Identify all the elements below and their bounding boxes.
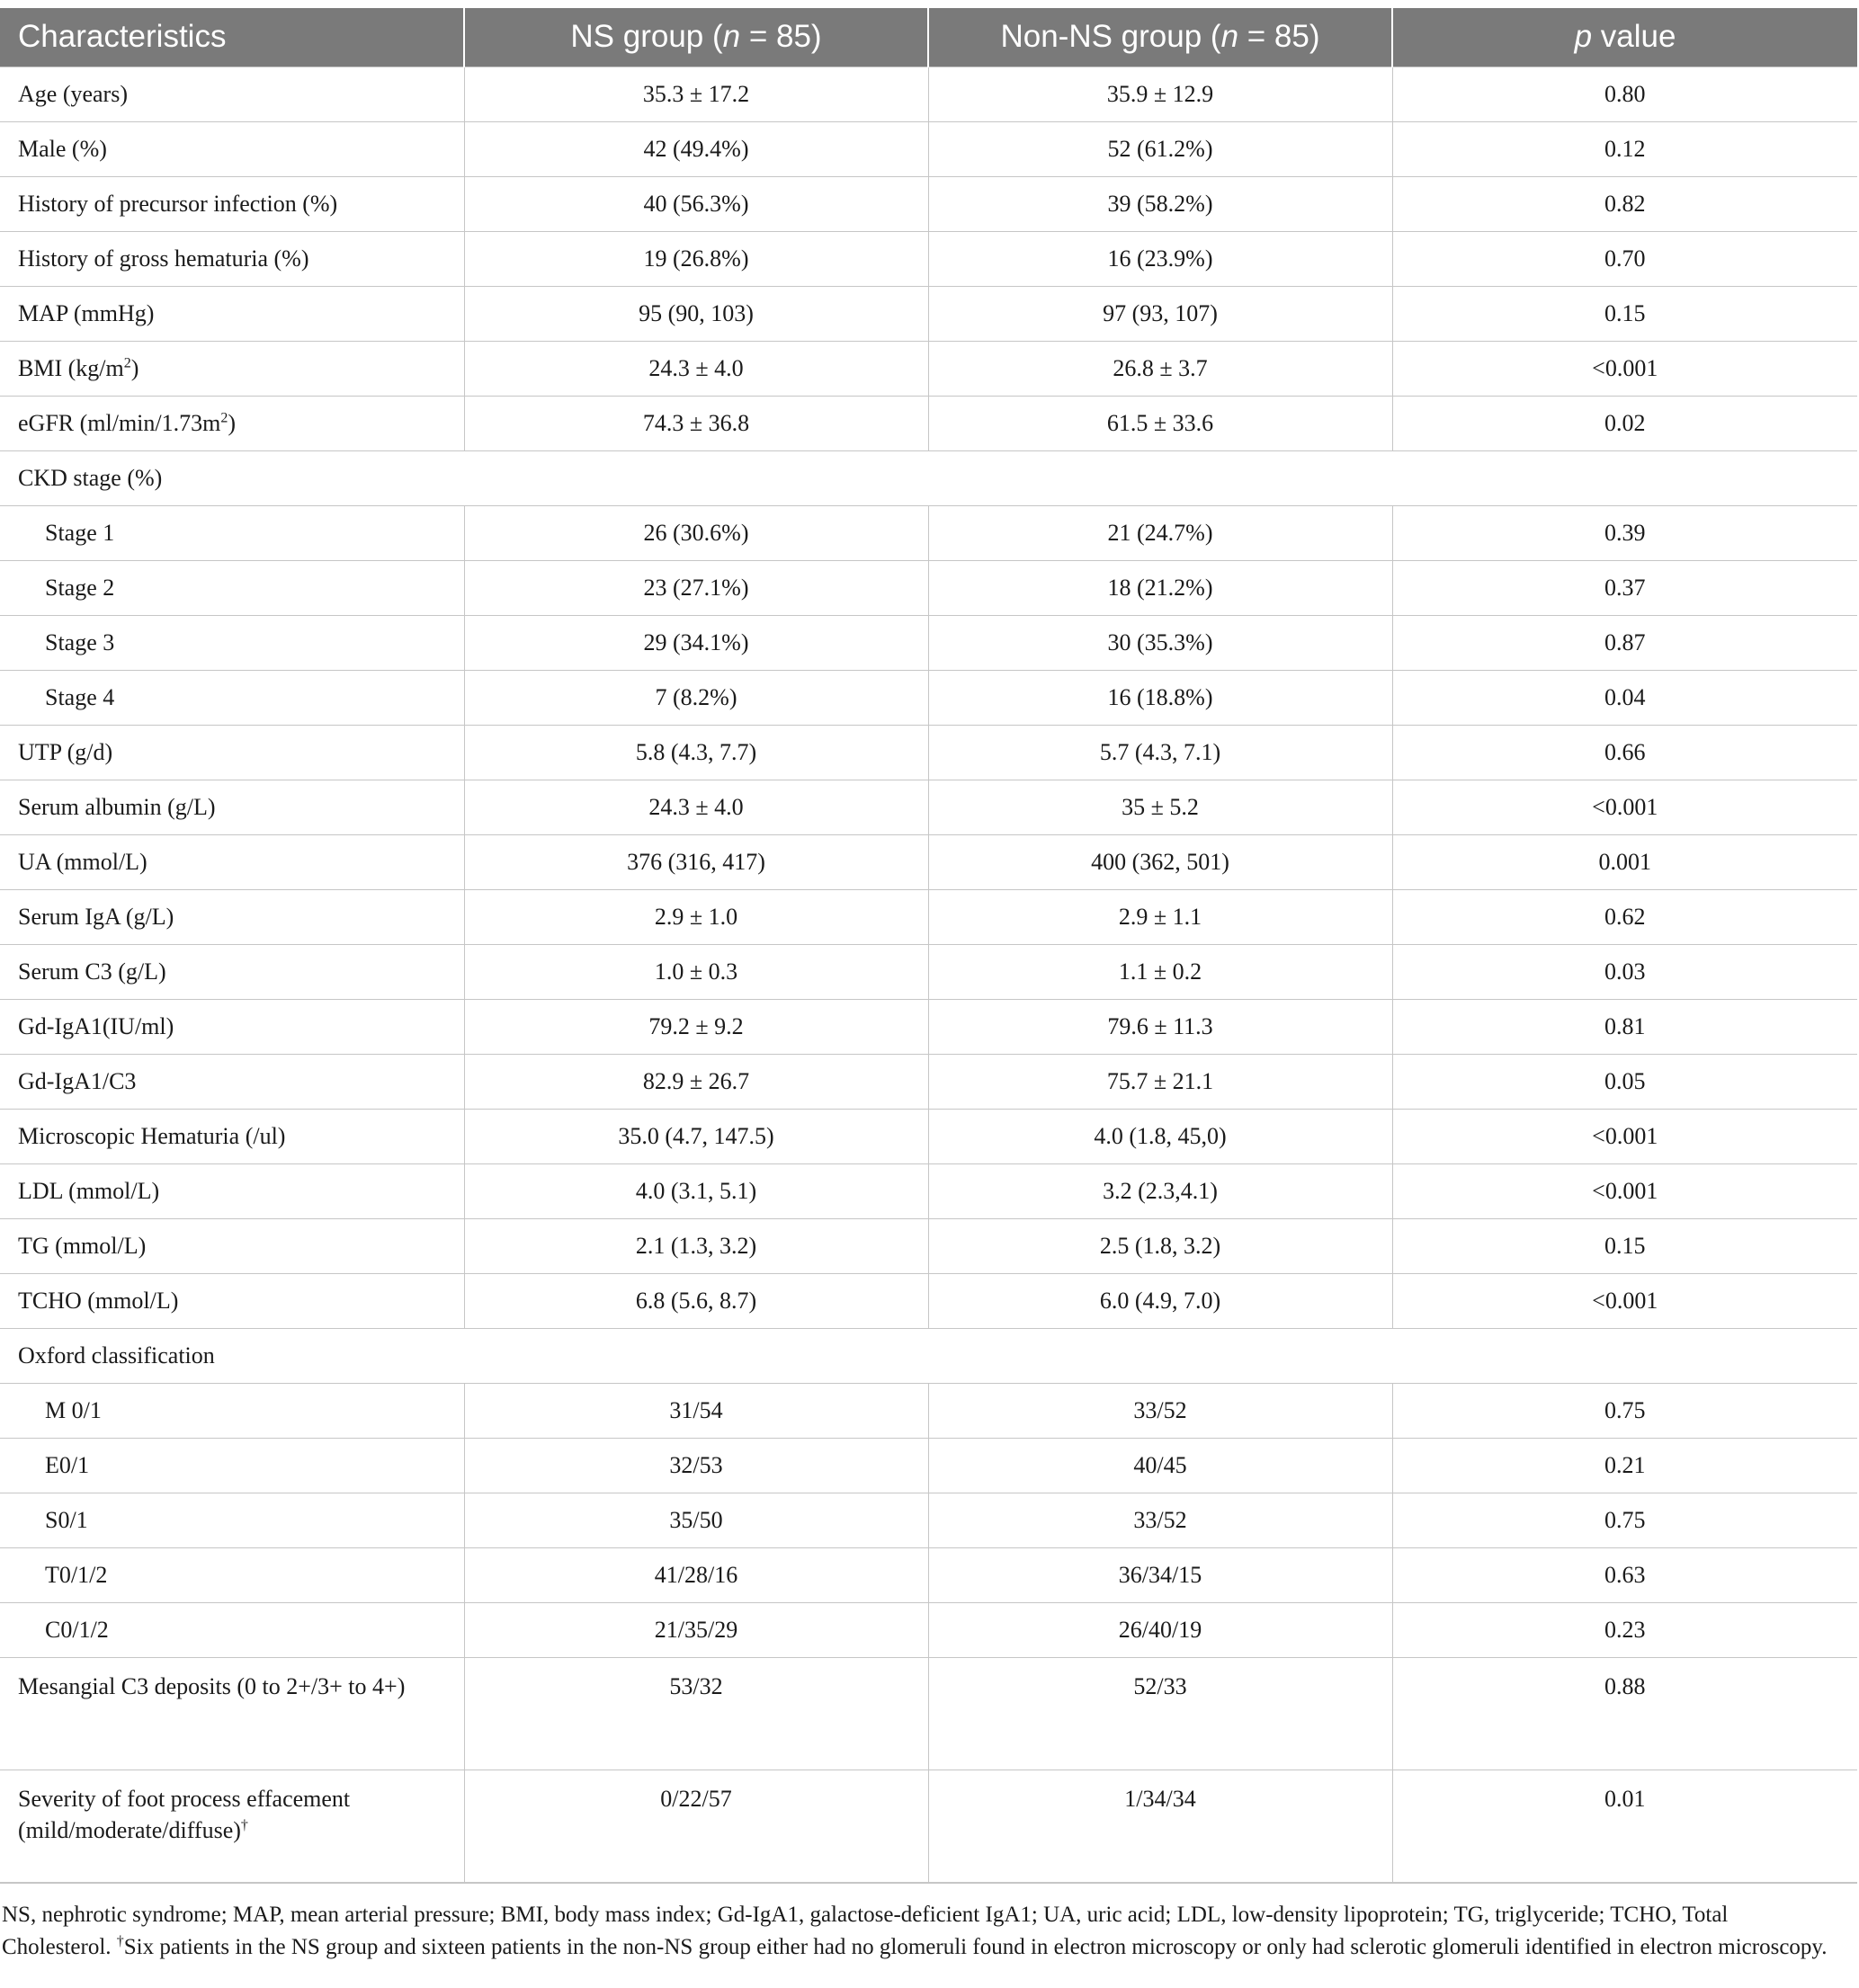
- table-row: [0, 1602, 1857, 1657]
- table-header: [0, 8, 1857, 67]
- non-ns-value: 5.7 (4.3, 7.1): [928, 725, 1392, 780]
- p-value: <0.001: [1392, 1109, 1857, 1163]
- table-row: [0, 121, 1857, 176]
- table-row: [0, 944, 1857, 999]
- p-value: 0.75: [1392, 1383, 1857, 1438]
- ns-value: 6.8 (5.6, 8.7): [464, 1273, 928, 1328]
- row-label: Age (years): [0, 67, 464, 121]
- non-ns-value: 26/40/19: [928, 1602, 1392, 1657]
- ns-value: 53/32: [464, 1657, 928, 1770]
- non-ns-value: 36/34/15: [928, 1547, 1392, 1602]
- non-ns-value: 3.2 (2.3,4.1): [928, 1163, 1392, 1218]
- ns-value: 2.1 (1.3, 3.2): [464, 1218, 928, 1273]
- non-ns-value: 39 (58.2%): [928, 176, 1392, 231]
- table-row: [0, 176, 1857, 231]
- table-row: [0, 1218, 1857, 1273]
- row-label: Microscopic Hematuria (/ul): [0, 1109, 464, 1163]
- table-row: [0, 615, 1857, 670]
- document: [0, 8, 1857, 1964]
- non-ns-value: 1/34/34: [928, 1770, 1392, 1882]
- non-ns-value: 35 ± 5.2: [928, 780, 1392, 834]
- non-ns-value: 52/33: [928, 1657, 1392, 1770]
- row-label: Serum C3 (g/L): [0, 944, 464, 999]
- p-value: 0.05: [1392, 1054, 1857, 1109]
- ns-value: 35.3 ± 17.2: [464, 67, 928, 121]
- non-ns-value: 18 (21.2%): [928, 560, 1392, 615]
- non-ns-value: 79.6 ± 11.3: [928, 999, 1392, 1054]
- table-row: [0, 1493, 1857, 1547]
- non-ns-value: 400 (362, 501): [928, 834, 1392, 889]
- p-value: 0.70: [1392, 231, 1857, 286]
- table-row: [0, 560, 1857, 615]
- p-value: 0.82: [1392, 176, 1857, 231]
- row-label: Stage 3: [0, 615, 464, 670]
- p-value: 0.75: [1392, 1493, 1857, 1547]
- ns-value: 1.0 ± 0.3: [464, 944, 928, 999]
- row-label: Mesangial C3 deposits (0 to 2+/3+ to 4+): [0, 1657, 464, 1770]
- non-ns-value: 33/52: [928, 1383, 1392, 1438]
- table-row: [0, 1109, 1857, 1163]
- ns-value: 79.2 ± 9.2: [464, 999, 928, 1054]
- table-row: [0, 341, 1857, 396]
- row-label: TCHO (mmol/L): [0, 1273, 464, 1328]
- footnote-dagger: †: [116, 1933, 124, 1949]
- non-ns-value: 35.9 ± 12.9: [928, 67, 1392, 121]
- row-label: T0/1/2: [0, 1547, 464, 1602]
- row-label: Stage 4: [0, 670, 464, 725]
- ns-value: 40 (56.3%): [464, 176, 928, 231]
- p-value: <0.001: [1392, 1273, 1857, 1328]
- table-row: [0, 1657, 1857, 1770]
- section-row: [0, 1328, 1857, 1383]
- ns-value: 0/22/57: [464, 1770, 928, 1882]
- row-label: Severity of foot process effacement (mild/moderate/diffuse)†: [0, 1770, 464, 1882]
- ns-value: 35/50: [464, 1493, 928, 1547]
- table-row: [0, 1273, 1857, 1328]
- table-row: [0, 231, 1857, 286]
- table-row: [0, 1438, 1857, 1493]
- table-row: [0, 67, 1857, 121]
- ns-value: 32/53: [464, 1438, 928, 1493]
- table-row: [0, 780, 1857, 834]
- non-ns-value: 16 (18.8%): [928, 670, 1392, 725]
- row-label: LDL (mmol/L): [0, 1163, 464, 1218]
- table-row: [0, 1547, 1857, 1602]
- p-value: 0.66: [1392, 725, 1857, 780]
- header-non-ns-group: Non-NS group (n = 85): [928, 8, 1392, 67]
- ns-value: 31/54: [464, 1383, 928, 1438]
- p-value: 0.23: [1392, 1602, 1857, 1657]
- ns-value: 21/35/29: [464, 1602, 928, 1657]
- footnote-dagger-note: Six patients in the NS group and sixteen patients in the non-NS group either had no glomeruli found in electron microscopy or only had sclerotic glomeruli identified in electron microscopy.: [123, 1934, 1828, 1959]
- p-value: 0.39: [1392, 505, 1857, 560]
- row-label: TG (mmol/L): [0, 1218, 464, 1273]
- table-body: [0, 67, 1857, 1882]
- p-value: 0.21: [1392, 1438, 1857, 1493]
- p-value: 0.01: [1392, 1770, 1857, 1882]
- table-row: [0, 505, 1857, 560]
- row-label: eGFR $(ml/\min/1.73m^2)$: [0, 396, 464, 450]
- p-value: 0.87: [1392, 615, 1857, 670]
- non-ns-value: 16 (23.9%): [928, 231, 1392, 286]
- header-characteristics: Characteristics: [0, 8, 464, 67]
- row-label: History of gross hematuria (%): [0, 231, 464, 286]
- p-value: 0.15: [1392, 286, 1857, 341]
- header-p-value: p value: [1574, 19, 1676, 55]
- table-row: [0, 670, 1857, 725]
- p-value: 0.37: [1392, 560, 1857, 615]
- row-label: MAP (mmHg): [0, 286, 464, 341]
- row-label: E0/1: [0, 1438, 464, 1493]
- p-value: 0.81: [1392, 999, 1857, 1054]
- row-label: S0/1: [0, 1493, 464, 1547]
- ns-value: 42 (49.4%): [464, 121, 928, 176]
- p-value: 0.80: [1392, 67, 1857, 121]
- table-row: [0, 999, 1857, 1054]
- p-value: 0.88: [1392, 1657, 1857, 1770]
- row-label: M 0/1: [0, 1383, 464, 1438]
- row-label: Stage 2: [0, 560, 464, 615]
- row-label: Gd-IgA1/C3: [0, 1054, 464, 1109]
- table-row: [0, 1383, 1857, 1438]
- row-label: UA (mmol/L): [0, 834, 464, 889]
- non-ns-value: 2.9 ± 1.1: [928, 889, 1392, 944]
- ns-value: 74.3 ± 36.8: [464, 396, 928, 450]
- ns-value: 23 (27.1%): [464, 560, 928, 615]
- row-label: Serum IgA (g/L): [0, 889, 464, 944]
- non-ns-value: 6.0 (4.9, 7.0): [928, 1273, 1392, 1328]
- non-ns-value: 75.7 ± 21.1: [928, 1054, 1392, 1109]
- section-label: CKD stage (%): [0, 450, 1857, 505]
- p-value: 0.63: [1392, 1547, 1857, 1602]
- ns-value: 2.9 ± 1.0: [464, 889, 928, 944]
- table-footnote: [0, 1883, 1857, 1964]
- footnote-abbreviations: NS, nephrotic syndrome; MAP, mean arterial pressure; BMI, body mass index; Gd-IgA1, galactose-deficient IgA1; UA, uric acid; LDL, low-density lipoprotein; TG, triglyceride; TCHO, Total Cholesterol.: [2, 1902, 1729, 1959]
- ns-value: 26 (30.6%): [464, 505, 928, 560]
- p-value: 0.15: [1392, 1218, 1857, 1273]
- row-label: Serum albumin (g/L): [0, 780, 464, 834]
- row-label: History of precursor infection (%): [0, 176, 464, 231]
- non-ns-value: 2.5 (1.8, 3.2): [928, 1218, 1392, 1273]
- ns-value: 95 (90, 103): [464, 286, 928, 341]
- header-row: [0, 8, 1857, 67]
- p-value: <0.001: [1392, 1163, 1857, 1218]
- table-row: [0, 725, 1857, 780]
- p-value: 0.03: [1392, 944, 1857, 999]
- non-ns-value: 21 (24.7%): [928, 505, 1392, 560]
- table-row: [0, 889, 1857, 944]
- non-ns-value: 61.5 ± 33.6: [928, 396, 1392, 450]
- table-row: [0, 396, 1857, 450]
- p-value: <0.001: [1392, 780, 1857, 834]
- p-value: 0.02: [1392, 396, 1857, 450]
- characteristics-table: [0, 8, 1857, 1883]
- ns-value: 7 (8.2%): [464, 670, 928, 725]
- ns-value: 24.3 ± 4.0: [464, 341, 928, 396]
- p-value: 0.62: [1392, 889, 1857, 944]
- ns-value: 4.0 (3.1, 5.1): [464, 1163, 928, 1218]
- p-value: 0.12: [1392, 121, 1857, 176]
- row-label: UTP (g/d): [0, 725, 464, 780]
- p-value: 0.04: [1392, 670, 1857, 725]
- table-row: [0, 1054, 1857, 1109]
- section-label: Oxford classification: [0, 1328, 1857, 1383]
- row-label: BMI $(kg/m^2)$: [0, 341, 464, 396]
- row-label: Stage 1: [0, 505, 464, 560]
- table-row: [0, 834, 1857, 889]
- ns-value: 35.0 (4.7, 147.5): [464, 1109, 928, 1163]
- non-ns-value: 4.0 (1.8, 45,0): [928, 1109, 1392, 1163]
- row-label: C0/1/2: [0, 1602, 464, 1657]
- non-ns-value: 1.1 ± 0.2: [928, 944, 1392, 999]
- non-ns-value: 97 (93, 107): [928, 286, 1392, 341]
- header-ns-group: NS group (n = 85): [464, 8, 928, 67]
- ns-value: 41/28/16: [464, 1547, 928, 1602]
- ns-value: 24.3 ± 4.0: [464, 780, 928, 834]
- table-row: [0, 1770, 1857, 1882]
- table-row: [0, 286, 1857, 341]
- ns-value: 376 (316, 417): [464, 834, 928, 889]
- ns-value: 5.8 (4.3, 7.7): [464, 725, 928, 780]
- table-row: [0, 1163, 1857, 1218]
- section-row: [0, 450, 1857, 505]
- row-label: Gd-IgA1(IU/ml): [0, 999, 464, 1054]
- non-ns-value: 30 (35.3%): [928, 615, 1392, 670]
- non-ns-value: 52 (61.2%): [928, 121, 1392, 176]
- ns-value: 19 (26.8%): [464, 231, 928, 286]
- row-label: Male (%): [0, 121, 464, 176]
- p-value: <0.001: [1392, 341, 1857, 396]
- ns-value: 29 (34.1%): [464, 615, 928, 670]
- ns-value: 82.9 ± 26.7: [464, 1054, 928, 1109]
- non-ns-value: 33/52: [928, 1493, 1392, 1547]
- non-ns-value: 26.8 ± 3.7: [928, 341, 1392, 396]
- p-value: 0.001: [1392, 834, 1857, 889]
- non-ns-value: 40/45: [928, 1438, 1392, 1493]
